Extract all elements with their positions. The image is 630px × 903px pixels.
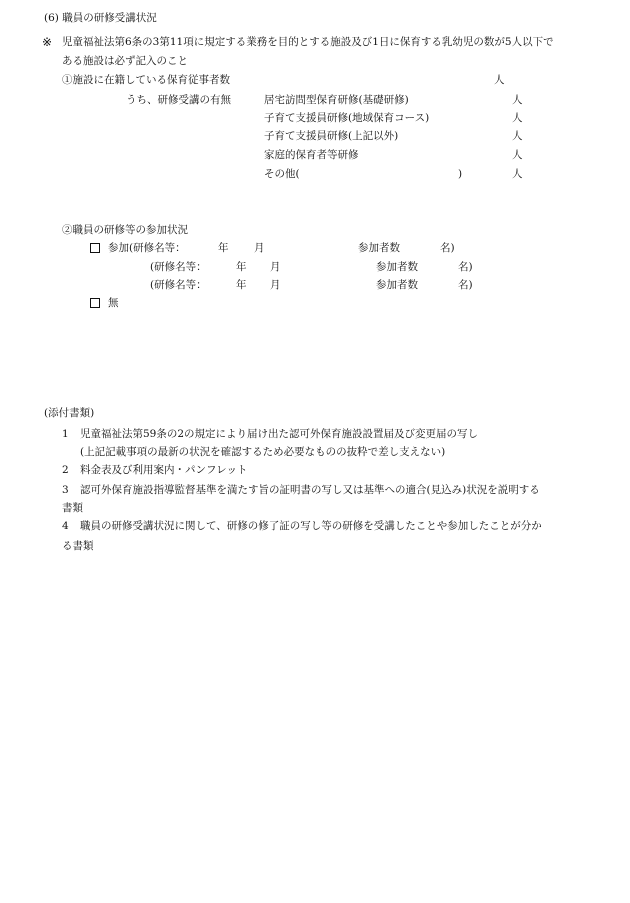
attachment-number: 2 xyxy=(62,464,69,476)
training-family-childcare-unit: 人 xyxy=(512,149,523,161)
training-name-label: (研修名等： xyxy=(150,261,207,273)
note-mark: ※ xyxy=(42,35,53,49)
month-label: 月 xyxy=(270,261,281,273)
training-support-regional: 子育て支援員研修(地域保育コース) xyxy=(264,112,430,124)
attachment-1-line-1: 児童福祉法第59条の2の規定により届け出た認可外保育施設設置届及び変更届の写し xyxy=(80,428,479,440)
training-support-regional-unit: 人 xyxy=(512,112,523,124)
participants-label: 参加者数 xyxy=(376,261,418,273)
attachment-3-line-2: 書類 xyxy=(62,502,83,514)
staff-count-unit: 人 xyxy=(494,74,505,86)
participation-yes-label: 参加(研修名等： xyxy=(108,242,186,254)
training-home-visit: 居宅訪問型保育研修(基礎研修) xyxy=(264,94,409,106)
attachment-number: 1 xyxy=(62,428,69,440)
participation-no-label: 無 xyxy=(108,297,119,309)
participants-label: 参加者数 xyxy=(376,279,418,291)
persons-label: 名) xyxy=(458,261,473,273)
training-home-visit-unit: 人 xyxy=(512,94,523,106)
training-name-label: (研修名等： xyxy=(150,279,207,291)
attachment-4-line-2: る書類 xyxy=(62,540,94,552)
training-other-unit: 人 xyxy=(512,168,523,180)
attachment-2-line-1: 料金表及び利用案内・パンフレット xyxy=(80,464,248,476)
attachment-1-line-2: (上記記載事項の最新の状況を確認するため必要なものの抜粋で差し支えない) xyxy=(80,446,446,458)
year-label: 年 xyxy=(236,261,247,273)
attachments-heading: (添付書類) xyxy=(44,407,95,419)
attachment-number: 4 xyxy=(62,520,69,532)
attachment-4-line-1: 職員の研修受講状況に関して、研修の修了証の写し等の研修を受講したことや参加したことが分か xyxy=(80,520,542,532)
staff-count-label: ①施設に在籍している保育従事者数 xyxy=(62,74,230,86)
training-support-other-unit: 人 xyxy=(512,130,523,142)
persons-label: 名) xyxy=(440,242,455,254)
note-line-2: ある施設は必ず記入のこと xyxy=(62,55,188,67)
month-label: 月 xyxy=(270,279,281,291)
persons-label: 名) xyxy=(458,279,473,291)
month-label: 月 xyxy=(254,242,265,254)
section-heading: (6) 職員の研修受講状況 xyxy=(44,12,157,24)
training-status-label: うち、研修受講の有無 xyxy=(126,94,231,106)
year-label: 年 xyxy=(236,279,247,291)
note-line-1: 児童福祉法第6条の3第11項に規定する業務を目的とする施設及び1日に保育する乳幼児の数が5人以下で xyxy=(62,36,554,48)
participation-yes-checkbox[interactable] xyxy=(90,243,100,255)
attachment-number: 3 xyxy=(62,484,69,496)
year-label: 年 xyxy=(218,242,229,254)
training-other-close: ) xyxy=(458,168,463,180)
attachment-3-line-1: 認可外保育施設指導監督基準を満たす旨の証明書の写し又は基準への適合(見込み)状況を説明する xyxy=(80,484,540,496)
participation-label: ②職員の研修等の参加状況 xyxy=(62,224,188,236)
training-family-childcare: 家庭的保育者等研修 xyxy=(264,149,359,161)
participants-label: 参加者数 xyxy=(358,242,400,254)
participation-no-checkbox[interactable] xyxy=(90,298,100,310)
training-support-other: 子育て支援員研修(上記以外) xyxy=(264,130,399,142)
training-other: その他( xyxy=(264,168,300,180)
